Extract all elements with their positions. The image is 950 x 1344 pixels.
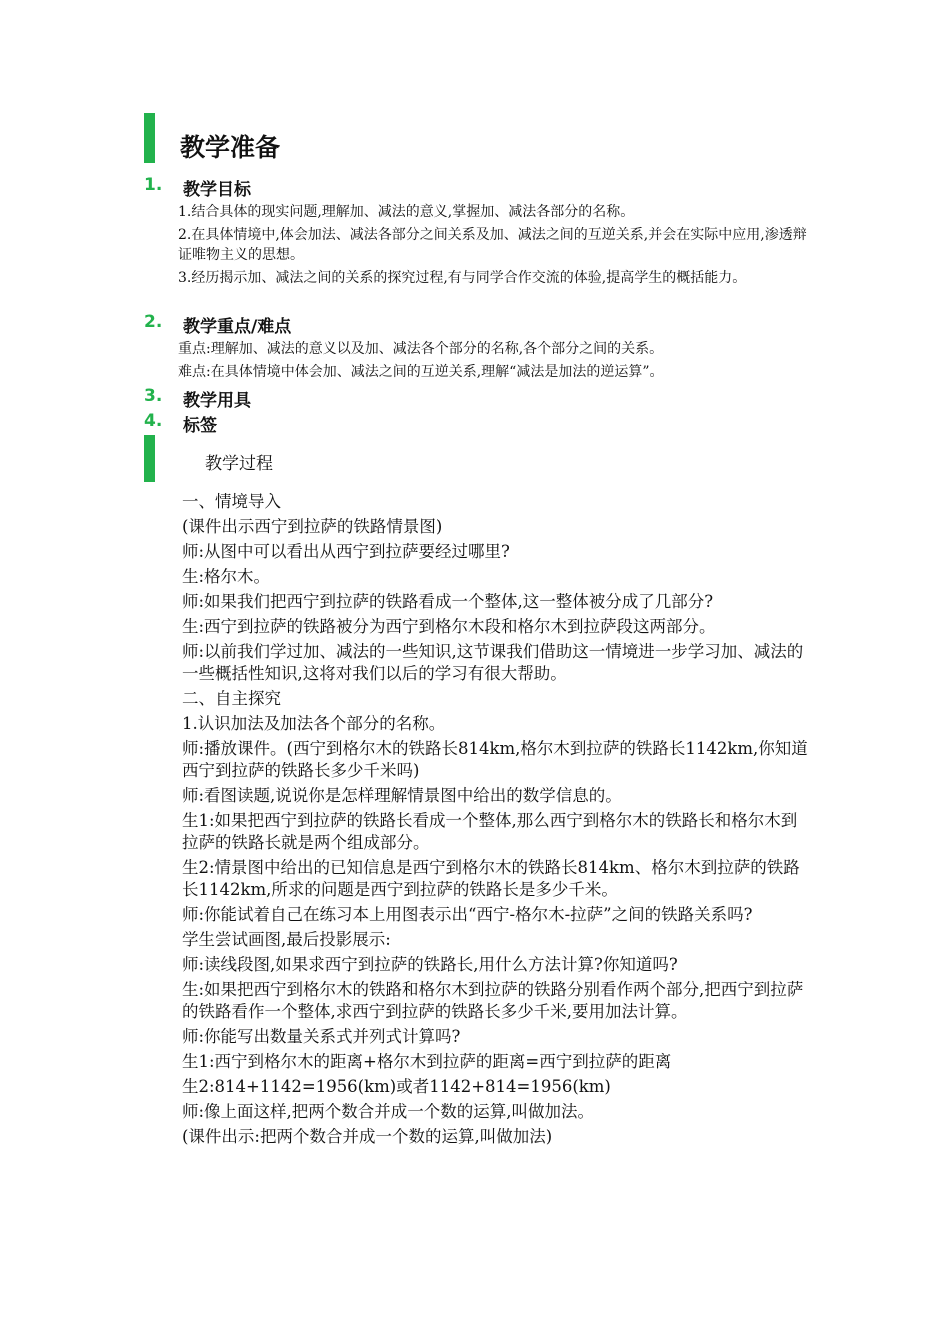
section-title-process: 教学过程 bbox=[205, 454, 273, 474]
section-accent-bar bbox=[144, 435, 155, 482]
key-point-item: 重点:理解加、减法的意义以及加、减法各个部分的名称,各个部分之间的关系。 bbox=[178, 341, 664, 357]
paragraph: 师:播放课件。(西宁到格尔木的铁路长814km,格尔木到拉萨的铁路长1142km,你知道西宁到拉萨的铁路长多少千米吗) bbox=[182, 739, 808, 780]
heading-teaching-tools: 教学用具 bbox=[183, 391, 251, 411]
heading-tags: 标签 bbox=[183, 416, 217, 436]
paragraph: (课件出示西宁到拉萨的铁路情景图) bbox=[182, 517, 443, 536]
item-number-2: 2. bbox=[144, 312, 163, 332]
heading-key-points: 教学重点/难点 bbox=[183, 317, 292, 337]
goals-list bbox=[144, 202, 809, 288]
paragraph: 1.认识加法及加法各个部分的名称。 bbox=[182, 714, 446, 733]
process-body bbox=[144, 491, 809, 1148]
goal-item: 3.经历揭示加、减法之间的关系的探究过程,有与同学合作交流的体验,提高学生的概括能力。 bbox=[178, 270, 747, 286]
paragraph: 生:如果把西宁到格尔木的铁路和格尔木到拉萨的铁路分别看作两个部分,把西宁到拉萨的铁路看作一个整体,求西宁到拉萨的铁路长多少千米,要用加法计算。 bbox=[182, 980, 804, 1021]
difficulty-item: 难点:在具体情境中体会加、减法之间的互逆关系,理解“减法是加法的逆运算”。 bbox=[178, 364, 664, 380]
item-number-4: 4. bbox=[144, 411, 163, 431]
paragraph: 生2:814+1142=1956(km)或者1142+814=1956(km) bbox=[182, 1077, 611, 1096]
heading-teaching-goals: 教学目标 bbox=[183, 180, 251, 200]
paragraph: 师:以前我们学过加、减法的一些知识,这节课我们借助这一情境进一步学习加、减法的一些概括性知识,这将对我们以后的学习有很大帮助。 bbox=[182, 642, 804, 683]
key-points-list bbox=[144, 339, 809, 382]
goal-item: 2.在具体情境中,体会加法、减法各部分之间关系及加、减法之间的互逆关系,并会在实际中应用,渗透辩证唯物主义的思想。 bbox=[178, 227, 807, 263]
paragraph: 师:看图读题,说说你是怎样理解情景图中给出的数学信息的。 bbox=[182, 786, 622, 805]
goal-item: 1.结合具体的现实问题,理解加、减法的意义,掌握加、减法各部分的名称。 bbox=[178, 204, 635, 220]
paragraph: 生1:如果把西宁到拉萨的铁路长看成一个整体,那么西宁到格尔木的铁路长和格尔木到拉萨的铁路长就是两个组成部分。 bbox=[182, 811, 798, 852]
paragraph: 师:像上面这样,把两个数合并成一个数的运算,叫做加法。 bbox=[182, 1102, 595, 1121]
paragraph: (课件出示:把两个数合并成一个数的运算,叫做加法) bbox=[182, 1127, 553, 1146]
paragraph: 二、自主探究 bbox=[182, 689, 281, 708]
item-number-3: 3. bbox=[144, 386, 163, 406]
paragraph: 生1:西宁到格尔木的距离+格尔木到拉萨的距离=西宁到拉萨的距离 bbox=[182, 1052, 672, 1071]
paragraph: 师:从图中可以看出从西宁到拉萨要经过哪里? bbox=[182, 542, 510, 561]
paragraph: 一、情境导入 bbox=[182, 492, 281, 511]
paragraph: 生:格尔木。 bbox=[182, 567, 271, 586]
paragraph: 学生尝试画图,最后投影展示: bbox=[182, 930, 391, 949]
paragraph: 师:读线段图,如果求西宁到拉萨的铁路长,用什么方法计算?你知道吗? bbox=[182, 955, 678, 974]
item-number-1: 1. bbox=[144, 175, 163, 195]
paragraph: 师:你能写出数量关系式并列式计算吗? bbox=[182, 1027, 461, 1046]
paragraph: 师:你能试着自己在练习本上用图表示出“西宁-格尔木-拉萨”之间的铁路关系吗? bbox=[182, 905, 753, 924]
section-title-prep: 教学准备 bbox=[180, 133, 281, 162]
paragraph: 生:西宁到拉萨的铁路被分为西宁到格尔木段和格尔木到拉萨段这两部分。 bbox=[182, 617, 716, 636]
paragraph: 师:如果我们把西宁到拉萨的铁路看成一个整体,这一整体被分成了几部分? bbox=[182, 592, 714, 611]
paragraph: 生2:情景图中给出的已知信息是西宁到格尔木的铁路长814km、格尔木到拉萨的铁路长1142km,所求的问题是西宁到拉萨的铁路长是多少千米。 bbox=[182, 858, 800, 899]
section-accent-bar bbox=[144, 113, 155, 163]
